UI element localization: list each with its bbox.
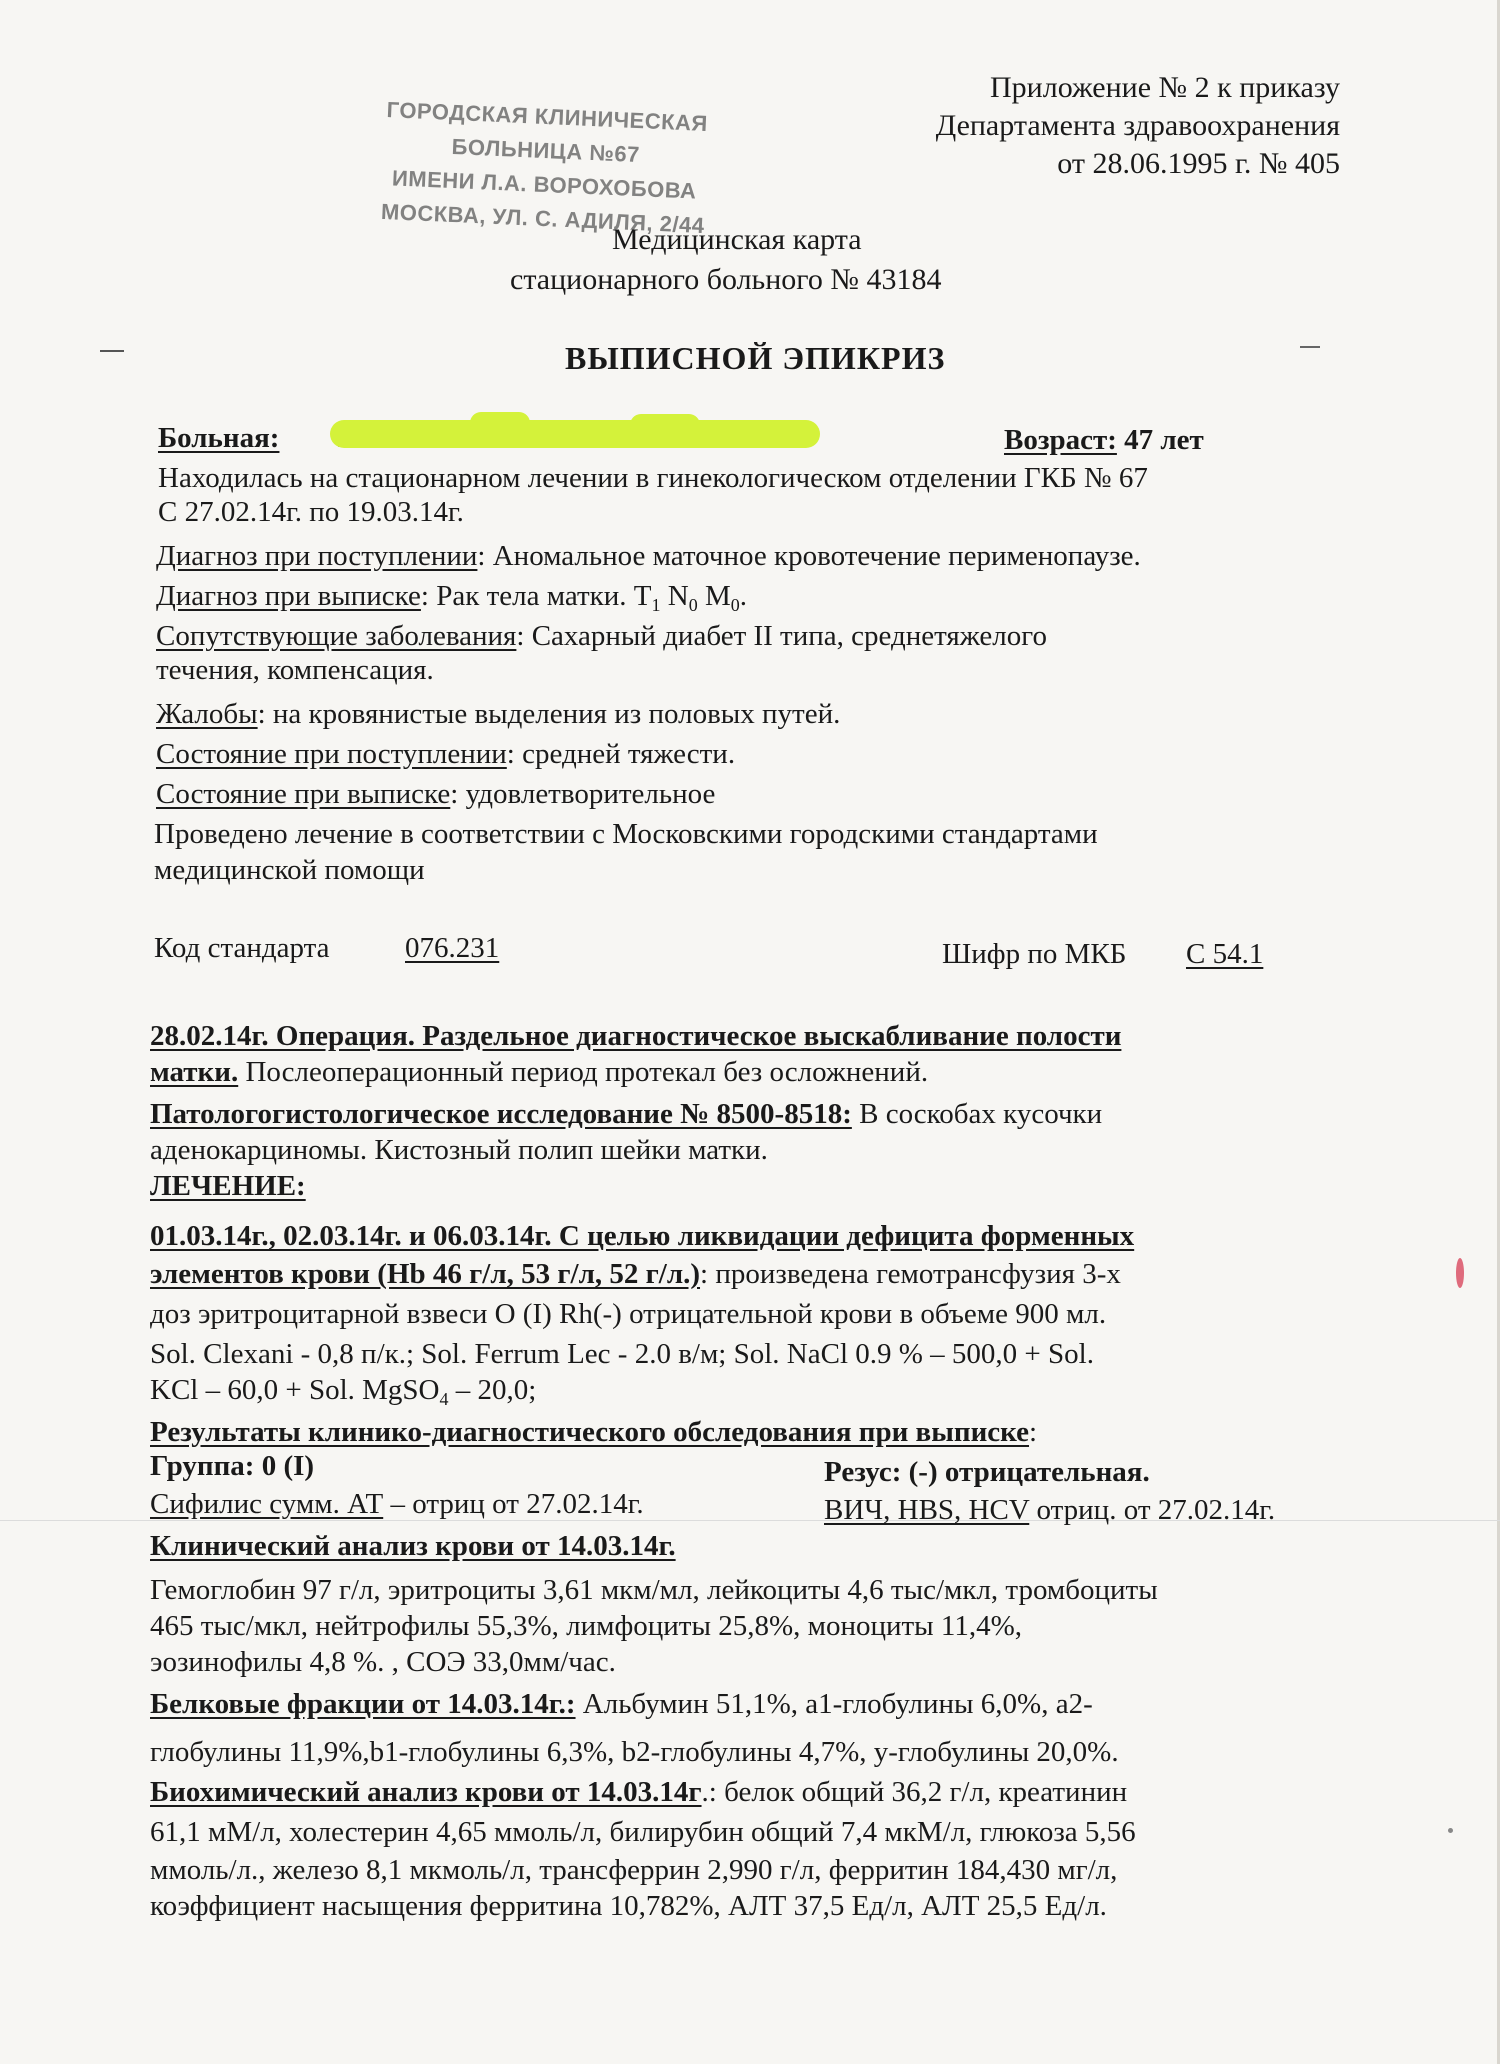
discharge-diagnosis-text: : Рак тела матки. T [420,580,652,612]
treatment-header: ЛЕЧЕНИЕ: [150,1170,306,1202]
standard-code-value: 076.231 [405,932,500,964]
transfusion-line-5-b: – 20,0; [448,1374,537,1406]
admission-diagnosis-text: : Аномальное маточное кровотечение перименопаузе. [477,540,1141,572]
transfusion-line-5-a: KCl – 60,0 + Sol. MgSO [150,1374,440,1406]
transfusion-line-2 [150,1256,1121,1292]
discharge-diagnosis [156,578,747,623]
transfusion-line-5 [150,1372,536,1417]
cbc-line-1: Гемоглобин 97 г/л, эритроциты 3,61 мкм/мл, лейкоциты 4,6 тыс/мкл, тромбоциты [150,1574,1158,1606]
protein-fractions [150,1686,1093,1722]
appendix-line-2: Департамента здравоохранения [935,109,1340,142]
hiv-text: отриц. от 27.02.14г. [1029,1494,1276,1526]
tnm-n: N [660,580,689,612]
operation-line-1: 28.02.14г. Операция. Раздельное диагностическое выскабливание полости [150,1020,1122,1052]
tnm-m: M [697,580,731,612]
appendix-line-1: Приложение № 2 к приказу [990,71,1340,104]
operation-line-2 [150,1054,928,1090]
patient-label: Больная: [158,422,280,454]
stamp-line-2: БОЛЬНИЦА №67 [451,133,641,168]
histology-line-2: аденокарциномы. Кистозный полип шейки матки. [150,1134,768,1166]
histology-label: Патологогистологическое исследование № 8500-8518: [150,1098,852,1130]
state-discharge-label: Состояние при выписке [156,778,451,810]
biochem-text: .: белок общий 36,2 г/л, креатинин [701,1776,1128,1808]
comorbid-line-2: течения, компенсация. [156,654,434,686]
operation-line-2-bold: матки. [150,1056,239,1088]
patient-age [1004,422,1204,458]
admission-diagnosis-label: Диагноз при поступлении [156,540,478,572]
stamp-line-4: МОСКВА, УЛ. С. АДИЛЯ, 2/44 [380,198,706,239]
card-title-line-1: Медицинская карта [612,223,862,256]
state-admission [156,736,735,772]
protein-line-2: глобулины 11,9%,b1-глобулины 6,3%, b2-глобулины 4,7%, y-глобулины 20,0%. [150,1736,1119,1768]
transfusion-line-2-rest: : произведена гемотрансфузия 3-х [700,1258,1121,1290]
appendix-line-3: от 28.06.1995 г. № 405 [1057,147,1340,180]
syphilis-label: Сифилис сумм. АТ [150,1488,384,1520]
discharge-diagnosis-label: Диагноз при выписке [156,580,421,612]
complaints-text: : на кровянистые выделения из половых путей. [257,698,841,730]
scan-speck [1448,1828,1453,1833]
state-admission-text: : средней тяжести. [506,738,736,770]
syphilis-text: – отриц от 27.02.14г. [383,1488,644,1520]
margin-mark [1300,346,1320,348]
results-header [150,1414,1037,1450]
document-title: ВЫПИСНОЙ ЭПИКРИЗ [565,340,946,376]
hiv-label: ВИЧ, HBS, HCV [824,1494,1030,1526]
histology [150,1096,1102,1132]
protein-text: Альбумин 51,1%, a1-глобулины 6,0%, a2- [575,1688,1093,1720]
transfusion-line-3: доз эритроцитарной взвеси О (I) Rh(-) отрицательной крови в объеме 900 мл. [150,1298,1107,1330]
cbc-line-3: эозинофилы 4,8 %. , СОЭ 33,0мм/час. [150,1646,616,1678]
icd-value: С 54.1 [1186,938,1264,970]
transfusion-line-2-bold: элементов крови (Hb 46 г/л, 53 г/л, 52 г/л.) [150,1258,701,1290]
mgso4-sub: 4 [439,1389,449,1409]
biochem-line-3: ммоль/л., железо 8,1 мкмоль/л, трансферрин 2,990 г/л, ферритин 184,430 мг/л, [150,1854,1118,1886]
transfusion-line-4: Sol. Clexani - 0,8 п/к.; Sol. Ferrum Lec - 2.0 в/м; Sol. NaCl 0.9 % – 500,0 + Sol. [150,1338,1094,1370]
biochemistry [150,1774,1127,1810]
results-header-label: Результаты клинико-диагностического обследования при выписке [150,1416,1030,1448]
rhesus: Резус: (-) отрицательная. [824,1456,1150,1488]
red-ink-mark [1456,1258,1464,1288]
protein-label: Белковые фракции от 14.03.14г.: [150,1688,576,1720]
comorbid-label: Сопутствующие заболевания [156,620,517,652]
tnm-t-sub: 1 [651,595,661,615]
admission-diagnosis [156,538,1141,574]
treatment-note-line-2: медицинской помощи [154,854,425,886]
tnm-m-sub: 0 [730,595,740,615]
operation-line-2-rest: Послеоперационный период протекал без осложнений. [238,1056,929,1088]
stay-line-1: Находилась на стационарном лечении в гинекологическом отделении ГКБ № 67 [158,462,1148,494]
stamp-line-1: ГОРОДСКАЯ КЛИНИЧЕСКАЯ [386,97,709,137]
stay-line-2: С 27.02.14г. по 19.03.14г. [158,496,464,528]
hiv-test [824,1492,1275,1528]
state-admission-label: Состояние при поступлении [156,738,507,770]
blood-group: Группа: 0 (I) [150,1450,315,1482]
standard-code-label: Код стандарта [154,932,330,964]
complaints [156,696,840,732]
redaction-highlight [330,420,820,448]
biochem-label: Биохимический анализ крови от 14.03.14г [150,1776,702,1808]
biochem-line-4: коэффициент насыщения ферритина 10,782%, АЛТ 37,5 Ед/л, АЛТ 25,5 Ед/л. [150,1890,1107,1922]
tnm-end: . [739,580,747,612]
state-discharge [156,776,715,812]
comorbid-diseases [156,618,1047,654]
histology-text: В соскобах кусочки [851,1098,1103,1130]
state-discharge-text: : удовлетворительное [450,778,716,810]
card-title-line-2: стационарного больного № 43184 [510,263,942,296]
margin-mark [100,350,124,352]
cbc-line-2: 465 тыс/мкл, нейтрофилы 55,3%, лимфоциты 25,8%, моноциты 11,4%, [150,1610,1022,1642]
stamp-line-3: ИМЕНИ Л.А. ВОРОХОБОВА [391,165,698,204]
transfusion-line-1: 01.03.14г., 02.03.14г. и 06.03.14г. С целью ликвидации дефицита форменных [150,1220,1135,1252]
cbc-label: Клинический анализ крови от 14.03.14г. [150,1530,676,1562]
syphilis-test [150,1486,644,1522]
icd-label: Шифр по МКБ [942,938,1127,970]
complaints-label: Жалобы [156,698,258,730]
biochem-line-2: 61,1 мМ/л, холестерин 4,65 ммоль/л, билирубин общий 7,4 мкМ/л, глюкоза 5,56 [150,1816,1136,1848]
treatment-note-line-1: Проведено лечение в соответствии с Московскими городскими стандартами [154,818,1098,850]
age-value: 47 лет [1124,424,1204,456]
age-label: Возраст: [1004,424,1117,456]
results-header-colon: : [1029,1416,1038,1448]
tnm-n-sub: 0 [688,595,698,615]
comorbid-text: : Сахарный диабет II типа, среднетяжелого [516,620,1047,652]
